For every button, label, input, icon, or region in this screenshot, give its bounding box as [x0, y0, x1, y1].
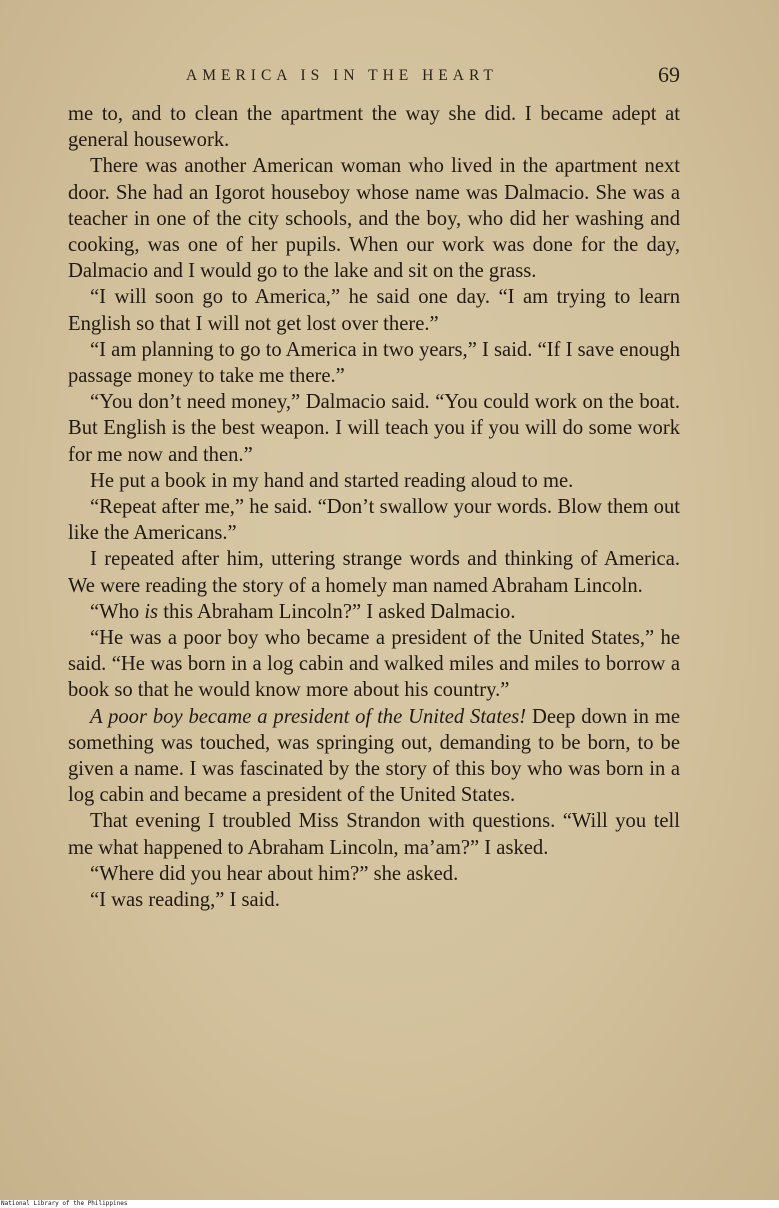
who-text-before: “Who	[90, 600, 145, 623]
paragraph-who	[68, 599, 680, 625]
paragraph: There was another American woman who lived in the apartment next door. She had an Igorot houseboy whose name was Dalmacio. She was a teacher in one of the city schools, and the boy, who did her washing and cooking, was one of her pupils. When our work was done for the day, Dalmacio and I would go to the lake and sit on the grass.	[68, 155, 680, 283]
paragraph: “He was a poor boy who became a president of the United States,” he said. “He was born in a log cabin and walked miles and miles to borrow a book so that he would know more about his country.”	[68, 627, 680, 702]
who-text-after: this Abraham Lincoln?” I asked Dalmacio.	[158, 600, 516, 623]
body-text	[68, 101, 680, 913]
scan-footer	[0, 1200, 779, 1208]
who-text-italic: is	[144, 600, 159, 623]
paragraph: “Where did you hear about him?” she asked.	[90, 862, 459, 885]
deep-text-italic: A poor boy became a president of the United States!	[90, 705, 527, 728]
running-title: AMERICA IS IN THE HEART	[186, 67, 498, 84]
paragraph: That evening I troubled Miss Strandon with questions. “Will you tell me what happened to Abraham Lincoln, ma’am?” I asked.	[68, 810, 680, 859]
paragraph: “Repeat after me,” he said. “Don’t swallow your words. Blow them out like the Americans.”	[68, 496, 680, 545]
running-header	[68, 64, 680, 90]
paragraph: He put a book in my hand and started reading aloud to me.	[90, 469, 574, 492]
paragraph-continued: me to, and to clean the apartment the way she did. I became adept at general housework.	[68, 103, 680, 152]
paragraph: “I am planning to go to America in two years,” I said. “If I save enough passage money to take me there.”	[68, 338, 680, 388]
paragraph: “You don’t need money,” Dalmacio said. “You could work on the boat. But English is the best weapon. I will teach you if you will do some work for me now and then.”	[68, 391, 680, 466]
paragraph: “I will soon go to America,” he said one day. “I am trying to learn English so that I will not get lost over there.”	[68, 286, 680, 335]
paragraph: “I was reading,” I said.	[90, 889, 280, 912]
paragraph-deep	[68, 704, 680, 809]
deep-text-after: Deep down in me something was touched, was springing out, demanding to be born, to be given a name. I was fascinated by the story of this boy who was born in a log cabin and became a president of the United States.	[68, 705, 680, 807]
page-number: 69	[658, 62, 680, 87]
paragraph: I repeated after him, uttering strange words and thinking of America. We were reading the story of a homely man named Abraham Lincoln.	[68, 548, 680, 597]
library-credit: National Library of the Philippines	[1, 1200, 128, 1207]
